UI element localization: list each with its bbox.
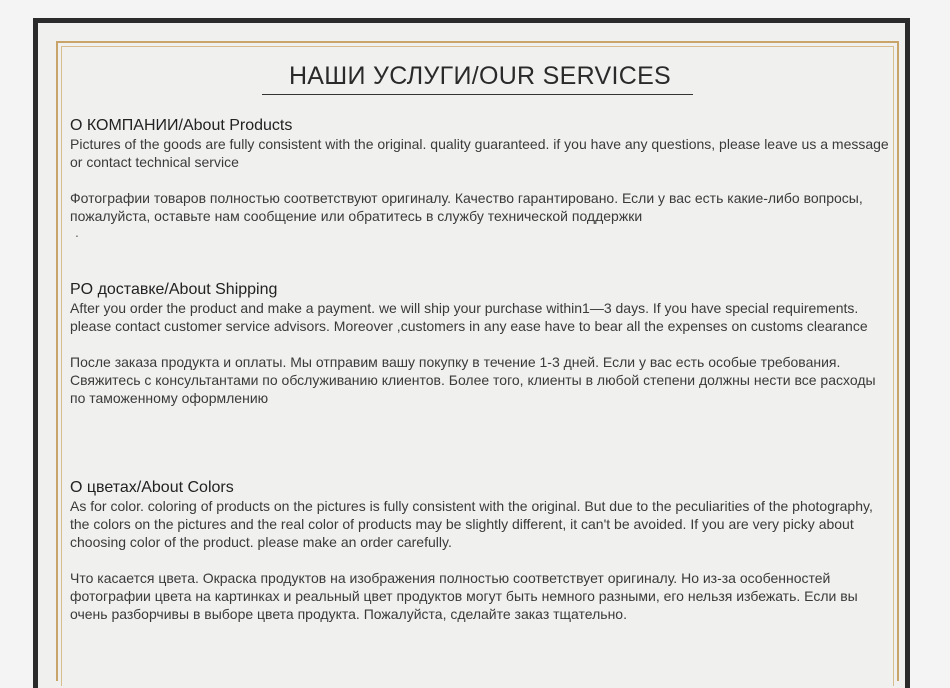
section-text-ru: Что касается цвета. Окраска продуктов на изображения полностью соответствует оригиналу. Но из-за особенностей фотографии цвета на картинках и реальный цвет продуктов могут быть немного разными, его нельзя избежать. Если вы очень разборчивы в выборе цвета продукта. Пожалуйста, сделайте заказ тщательно. [70, 570, 858, 622]
section-text-en: After you order the product and make a payment. we will ship your purchase within1—3 days. If you have special requirements. please contact customer service advisors. Moreover ,customers in any ease have to bear all the expenses on customs clearance [70, 300, 868, 334]
section-heading: О цветах/About Colors [70, 479, 234, 496]
section-heading: PO доставке/About Shipping [70, 281, 278, 298]
section-text-ru: Фотографии товаров полностью соответствуют оригиналу. Качество гарантировано. Если у вас есть какие-либо вопросы, пожалуйста, оставьте нам сообщение или обратитесь в службу технической поддержки [70, 190, 863, 224]
section-text-ru: После заказа продукта и оплаты. Мы отправим вашу покупку в течение 1-3 дней. Если у вас есть особые требования. Свяжитесь с консультантами по обслуживанию клиентов. Более того, клиенты в любой степени должны нести все расходы по таможенному оформлению [70, 354, 876, 406]
section-heading: О КОМПАНИИ/About Products [70, 117, 293, 134]
section-colors [70, 478, 890, 623]
stray-mark: . [75, 224, 79, 240]
section-shipping [70, 280, 890, 407]
section-text-en: Pictures of the goods are fully consistent with the original. quality guaranteed. if you have any questions, please leave us a message or contact technical service [70, 136, 889, 170]
section-products [70, 116, 890, 239]
title-underline [262, 94, 693, 95]
page-title: НАШИ УСЛУГИ/OUR SERVICES [288, 62, 672, 90]
section-text-en: As for color. coloring of products on the pictures is fully consistent with the original. But due to the peculiarities of the photography, the colors on the pictures and the real color of products may be slightly different, it can't be avoided. If you are very picky about choosing color of the product. please make an order carefully. [70, 498, 873, 550]
